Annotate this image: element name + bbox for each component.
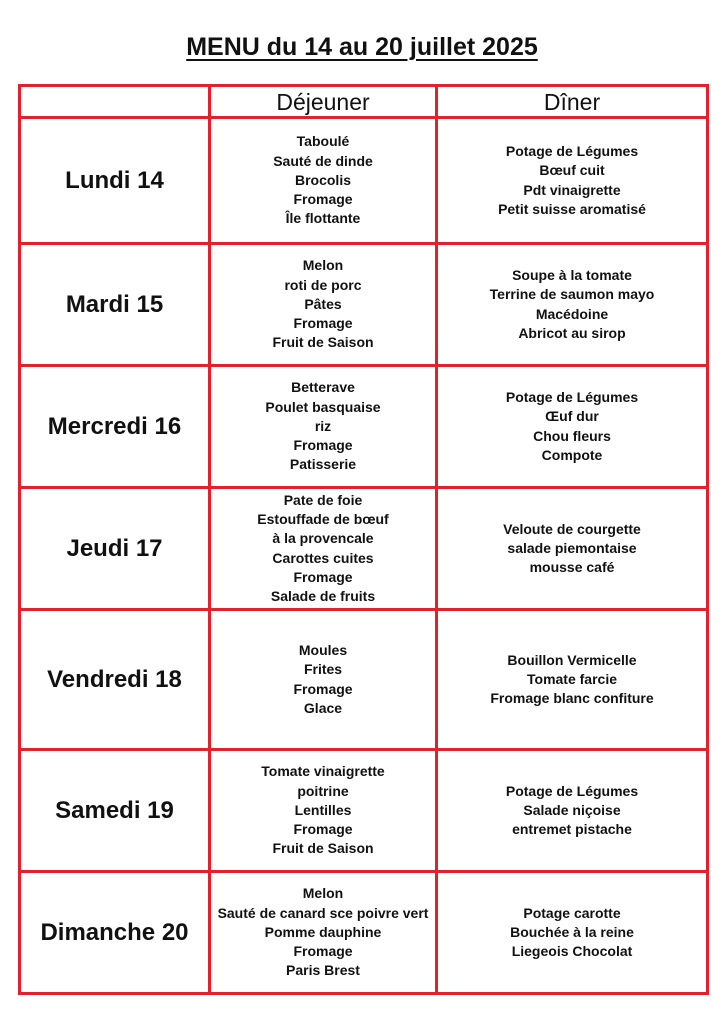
dinner-dish: Tomate farcie — [527, 670, 617, 687]
dinner-dish: Veloute de courgette — [503, 520, 641, 537]
dinner-dish-list — [438, 651, 706, 709]
lunch-dish: Lentilles — [294, 801, 352, 818]
dinner-dish: Petit suisse aromatisé — [498, 200, 646, 217]
lunch-dish: Salade de fruits — [270, 587, 376, 604]
dinner-cell — [437, 118, 708, 244]
lunch-dish: à la provencale — [272, 530, 374, 547]
dinner-dish: salade piemontaise — [507, 539, 637, 556]
dinner-cell — [437, 244, 708, 366]
lunch-dish: Sauté de canard sce poivre vert — [217, 904, 429, 921]
day-row — [20, 366, 708, 488]
day-row — [20, 610, 708, 750]
lunch-dish-list — [211, 491, 435, 606]
day-label: Mercredi 16 — [20, 366, 210, 488]
dinner-cell — [437, 750, 708, 872]
dinner-dish: Potage de Légumes — [505, 143, 639, 160]
page-title — [0, 30, 724, 64]
dinner-dish: Soupe à la tomate — [512, 267, 632, 284]
lunch-dish-list — [211, 378, 435, 474]
lunch-dish: Moules — [298, 642, 348, 659]
lunch-dish-list — [211, 256, 435, 352]
day-label: Vendredi 18 — [20, 610, 210, 750]
lunch-cell — [210, 610, 437, 750]
lunch-dish: Brocolis — [294, 171, 351, 188]
dinner-dish: mousse café — [529, 559, 615, 576]
lunch-dish: Estouffade de bœuf — [257, 511, 389, 528]
lunch-dish: Fromage — [293, 943, 353, 960]
lunch-cell — [210, 872, 437, 994]
lunch-dish: Fromage — [293, 315, 353, 332]
dinner-dish: Compote — [541, 446, 603, 463]
dinner-dish: Macédoine — [535, 305, 609, 322]
day-row — [20, 872, 708, 994]
dinner-dish: Potage de Légumes — [505, 389, 639, 406]
dinner-dish: Potage carotte — [523, 904, 621, 921]
day-row — [20, 750, 708, 872]
dinner-dish: Pdt vinaigrette — [523, 181, 621, 198]
lunch-dish: Fromage — [293, 437, 353, 454]
dinner-dish: entremet pistache — [512, 821, 632, 838]
lunch-dish: Betterave — [291, 379, 355, 396]
dinner-dish-list — [438, 388, 706, 465]
lunch-dish: poitrine — [297, 782, 349, 799]
dinner-dish: Abricot au sirop — [518, 324, 626, 341]
lunch-cell — [210, 750, 437, 872]
day-label: Jeudi 17 — [20, 488, 210, 610]
dinner-dish: Œuf dur — [545, 408, 599, 425]
lunch-dish: Fromage — [293, 821, 353, 838]
dinner-dish-list — [438, 142, 706, 219]
lunch-dish: Poulet basquaise — [265, 398, 381, 415]
lunch-dish: Pomme dauphine — [264, 923, 382, 940]
dinner-dish: Terrine de saumon mayo — [489, 286, 655, 303]
header-corner-cell — [20, 86, 210, 118]
lunch-cell — [210, 118, 437, 244]
lunch-cell — [210, 366, 437, 488]
page-title-text: MENU du 14 au 20 juillet 2025 — [186, 33, 538, 61]
lunch-dish: Pate de foie — [283, 491, 363, 508]
lunch-dish: roti de porc — [284, 276, 362, 293]
lunch-dish: Patisserie — [289, 456, 357, 473]
lunch-dish: Fruit de Saison — [272, 334, 374, 351]
dinner-dish: Salade niçoise — [523, 801, 621, 818]
dinner-dish: Bouillon Vermicelle — [507, 651, 637, 668]
lunch-dish: Île flottante — [285, 210, 361, 227]
dinner-dish-list — [438, 782, 706, 840]
lunch-dish: Fromage — [293, 191, 353, 208]
header-lunch: Déjeuner — [210, 86, 437, 118]
day-label: Dimanche 20 — [20, 872, 210, 994]
dinner-cell — [437, 872, 708, 994]
dinner-dish: Liegeois Chocolat — [511, 943, 633, 960]
dinner-cell — [437, 488, 708, 610]
dinner-dish-list — [438, 904, 706, 962]
day-row — [20, 488, 708, 610]
dinner-dish: Bœuf cuit — [539, 162, 605, 179]
lunch-dish: Fruit de Saison — [272, 840, 374, 857]
day-label: Samedi 19 — [20, 750, 210, 872]
lunch-dish: Melon — [302, 257, 344, 274]
dinner-dish: Chou fleurs — [533, 427, 611, 444]
day-row — [20, 118, 708, 244]
dinner-cell — [437, 610, 708, 750]
lunch-dish: Pâtes — [304, 295, 342, 312]
day-label: Lundi 14 — [20, 118, 210, 244]
lunch-dish: riz — [314, 417, 332, 434]
lunch-dish: Melon — [302, 885, 344, 902]
lunch-cell — [210, 244, 437, 366]
lunch-dish: Glace — [303, 699, 343, 716]
menu-table — [18, 84, 709, 995]
lunch-dish: Fromage — [293, 568, 353, 585]
lunch-dish-list — [211, 884, 435, 980]
lunch-dish: Sauté de dinde — [273, 152, 373, 169]
lunch-dish: Taboulé — [296, 133, 350, 150]
menu-header-row — [20, 86, 708, 118]
dinner-dish-list — [438, 520, 706, 578]
dinner-dish: Bouchée à la reine — [510, 923, 634, 940]
lunch-dish-list — [211, 641, 435, 718]
menu-body — [20, 118, 708, 994]
day-row — [20, 244, 708, 366]
lunch-dish: Fromage — [293, 680, 353, 697]
header-dinner: Dîner — [437, 86, 708, 118]
dinner-cell — [437, 366, 708, 488]
dinner-dish: Fromage blanc confiture — [490, 690, 654, 707]
lunch-cell — [210, 488, 437, 610]
dinner-dish-list — [438, 266, 706, 343]
lunch-dish: Frites — [303, 661, 343, 678]
day-label: Mardi 15 — [20, 244, 210, 366]
lunch-dish-list — [211, 762, 435, 858]
lunch-dish: Carottes cuites — [272, 549, 374, 566]
lunch-dish-list — [211, 132, 435, 228]
dinner-dish: Potage de Légumes — [505, 782, 639, 799]
lunch-dish: Paris Brest — [286, 962, 360, 979]
lunch-dish: Tomate vinaigrette — [261, 763, 385, 780]
